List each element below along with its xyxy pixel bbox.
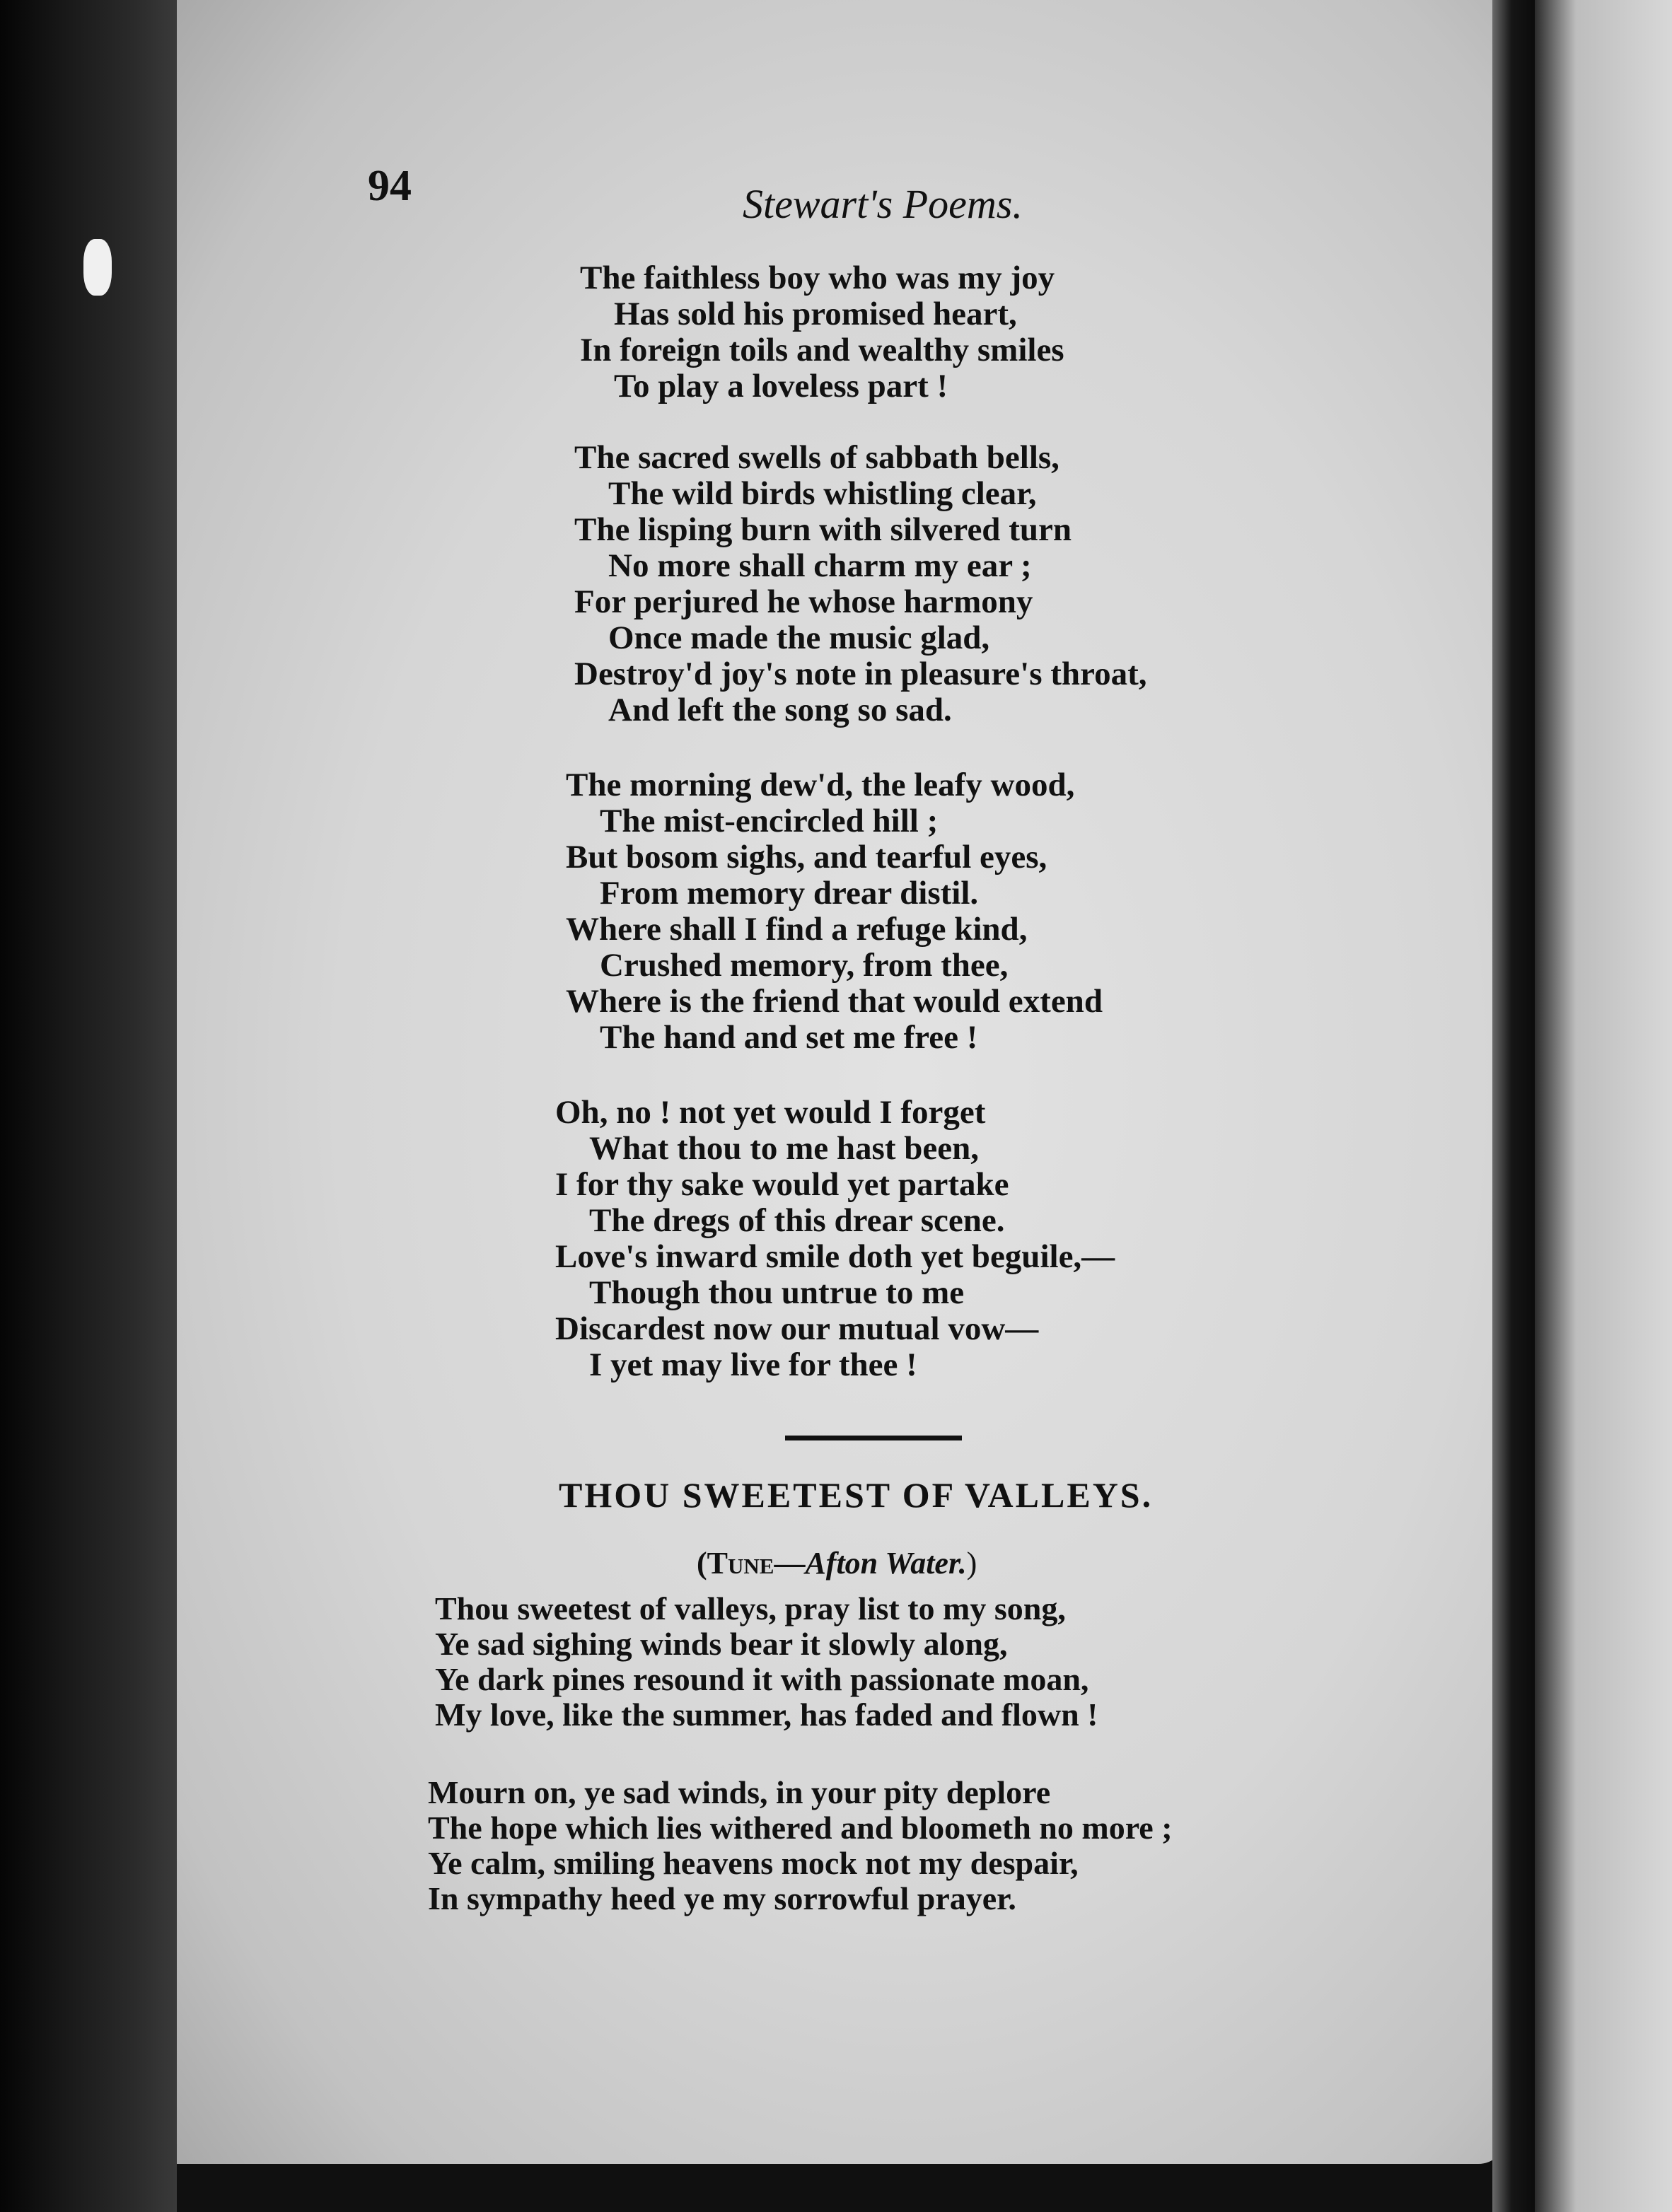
poem2-stanza-2 [428, 1775, 1173, 1916]
poem-line: The morning dew'd, the leafy wood, [566, 767, 1075, 803]
poem-line: And left the song so sad. [608, 692, 952, 728]
poem-line: From memory drear distil. [600, 875, 979, 912]
tune-name: Afton Water. [805, 1546, 967, 1581]
book-spine [1492, 0, 1535, 2212]
poem-line: The mist-encircled hill ; [600, 803, 939, 839]
poem-line: My love, like the summer, has faded and flown ! [435, 1696, 1098, 1733]
paper-blemish [83, 239, 112, 296]
poem-line: Destroy'd joy's note in pleasure's throat, [574, 656, 1147, 692]
poem-line: Ye sad sighing winds bear it slowly along, [435, 1626, 1008, 1662]
page-number: 94 [368, 162, 412, 210]
poem-line: Ye dark pines resound it with passionate moan, [435, 1661, 1089, 1697]
poem-line: I for thy sake would yet partake [555, 1166, 1009, 1203]
poem-line: The wild birds whistling clear, [608, 475, 1037, 512]
poem-line: Oh, no ! not yet would I forget [555, 1094, 986, 1131]
book-gutter [0, 0, 177, 2212]
poem-line: The lisping burn with silvered turn [574, 511, 1072, 548]
poem-line: The sacred swells of sabbath bells, [574, 439, 1059, 476]
stanza-2 [574, 440, 1146, 728]
tune-suffix: ) [966, 1546, 977, 1581]
tune-prefix: (Tune— [697, 1546, 806, 1581]
poem-line: What thou to me hast been, [589, 1130, 979, 1167]
poem-line: Thou sweetest of valleys, pray list to my song, [435, 1590, 1066, 1626]
poem-line: No more shall charm my ear ; [608, 547, 1032, 584]
poem-line: For perjured he whose harmony [574, 583, 1033, 620]
poem-line: I yet may live for thee ! [589, 1346, 917, 1383]
section-divider [785, 1436, 962, 1440]
poem-line: In foreign toils and wealthy smiles [580, 332, 1064, 368]
poem-line: Where is the friend that would extend [566, 983, 1103, 1020]
poem2-stanza-1 [435, 1591, 1098, 1733]
poem-title: THOU SWEETEST OF VALLEYS. [559, 1475, 1154, 1515]
poem-line: Crushed memory, from thee, [600, 947, 1009, 984]
poem-line: The hand and set me free ! [600, 1019, 978, 1056]
poem-line: Though thou untrue to me [589, 1274, 965, 1311]
poem-line: In sympathy heed ye my sorrowful prayer. [428, 1880, 1016, 1916]
stanza-4 [555, 1095, 1115, 1383]
poem-line: The hope which lies withered and bloometh no more ; [428, 1810, 1173, 1846]
poem-line: But bosom sighs, and tearful eyes, [566, 839, 1047, 875]
facing-page-edge [1535, 0, 1672, 2212]
stanza-3 [566, 767, 1103, 1056]
poem-line: The faithless boy who was my joy [580, 260, 1055, 296]
poem-line: To play a loveless part ! [614, 368, 948, 404]
poem-line: The dregs of this drear scene. [589, 1202, 1005, 1239]
poem-line: Once made the music glad, [608, 619, 990, 656]
poem-line: Mourn on, ye sad winds, in your pity deplore [428, 1774, 1051, 1810]
poem-line: Has sold his promised heart, [614, 296, 1017, 332]
tune-note [697, 1545, 977, 1581]
poem-line: Discardest now our mutual vow— [555, 1310, 1039, 1347]
poem-line: Where shall I find a refuge kind, [566, 911, 1028, 948]
running-head: Stewart's Poems. [743, 181, 1023, 227]
poem-line: Ye calm, smiling heavens mock not my despair, [428, 1845, 1079, 1881]
poem-line: Love's inward smile doth yet beguile,— [555, 1238, 1115, 1275]
stanza-1 [580, 260, 1064, 404]
